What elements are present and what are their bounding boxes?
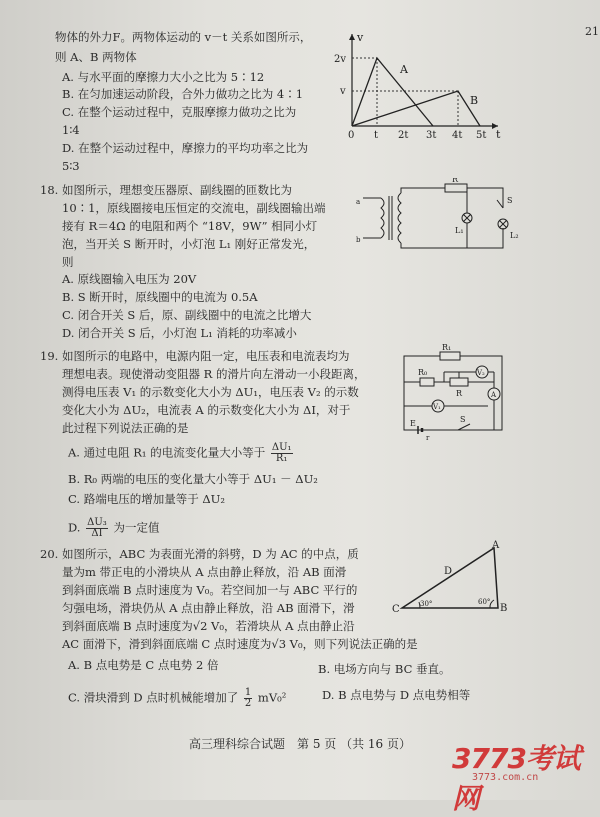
q20-angle-b: 60° [478, 598, 491, 606]
graph-line-b-label: B [470, 94, 479, 107]
q20-line1: 如图所示，ABC 为表面光滑的斜劈，D 为 AC 的中点，质 [62, 547, 359, 561]
q18-number: 18. [40, 183, 59, 197]
q19-option-d-prefix: D. [68, 520, 81, 535]
q17-option-d-cont: 5∶3 [62, 159, 80, 173]
q19-option-d-suffix: 为一定值 [113, 520, 160, 535]
q19-option-a-fraction [271, 443, 293, 464]
graph-line-a-label: A [400, 63, 408, 76]
q20-option-c-suffix: mV₀² [257, 690, 287, 705]
q20-option-c-fraction [244, 688, 252, 709]
q19-option-c: C. 路端电压的增加量等于 ΔU₂ [68, 492, 225, 506]
graph-t-axis-label: t [496, 128, 501, 140]
q19-label-r: R [456, 389, 463, 398]
q18-label-r: R [452, 178, 459, 184]
q20-point-d: D [444, 566, 453, 577]
watermark-logo: 3773考试网 [452, 742, 580, 815]
q17-intro-line2: 则 A、B 两物体 [55, 50, 137, 64]
q19-line1: 如图所示的电路中，电源内阻一定，电压表和电流表均为 [62, 349, 350, 363]
q19-circuit-diagram [398, 342, 508, 442]
graph-v-axis-label: v [357, 31, 364, 44]
q18-label-l1: L₁ [455, 226, 464, 235]
q19-option-a-numerator: ΔU₁ [271, 442, 292, 453]
q18-option-d: D. 闭合开关 S 后，小灯泡 L₁ 消耗的功率减小 [62, 326, 297, 340]
q19-label-r-internal: r [426, 434, 430, 442]
q19-label-r1: R₁ [442, 343, 452, 352]
q19-label-v2: V₂ [477, 369, 485, 377]
q19-option-d-denominator: ΔI [91, 528, 103, 539]
q17-option-a: A. 与水平面的摩擦力大小之比为 5∶12 [62, 70, 265, 84]
q20-option-a: A. B 点电势是 C 点电势 2 倍 [68, 658, 219, 672]
q20-option-b: B. 电场方向与 BC 垂直。 [318, 662, 451, 676]
q17-option-b: B. 在匀加速运动阶段，合外力做功之比为 4∶1 [62, 87, 304, 101]
q19-label-s: S [460, 415, 466, 424]
q19-label-e: E [410, 419, 416, 428]
q18-option-c: C. 闭合开关 S 后，原、副线圈中的电流之比增大 [62, 308, 312, 322]
q19-label-a: A [491, 391, 497, 399]
page-corner-number: 21 [585, 25, 599, 38]
q17-option-d: D. 在整个运动过程中，摩擦力的平均功率之比为 [62, 141, 309, 155]
q19-label-v1: V₁ [433, 403, 441, 411]
watermark-url: 3773.com.cn [472, 772, 539, 783]
q19-option-a-text: A. 通过电阻 R₁ 的电流变化量大小等于 [68, 445, 266, 460]
q20-option-d: D. B 点电势与 D 点电势相等 [322, 688, 471, 702]
graph-tick-t: t [374, 130, 379, 140]
q20-line5: 到斜面底端 B 点时速度为√2 V₀，若滑块从 A 点由静止沿 [62, 619, 355, 633]
q19-line3: 测得电压表 V₁ 的示数变化大小为 ΔU₁，电压表 V₂ 的示数 [62, 385, 359, 399]
q17-intro-line1: 物体的外力F。两物体运动的 v－t 关系如图所示， [55, 30, 312, 44]
q20-line3: 到斜面底端 B 点时速度为 V₀。若空间加一与 ABC 平行的 [62, 583, 358, 597]
q20-line2: 量为m 带正电的小滑块从 A 点由静止释放，沿 AB 面滑 [62, 565, 347, 579]
graph-tick-2t: 2t [398, 130, 409, 140]
q20-line6: AC 面滑下，滑到斜面底端 C 点时速度为√3 V₀，则下列说法正确的是 [62, 637, 418, 651]
q20-angle-c: 30° [420, 600, 433, 608]
graph-tick-3t: 3t [426, 130, 437, 140]
q17-option-c-cont: 1∶4 [62, 123, 80, 137]
q18-line3: 接有 R＝4Ω 的电阻和两个 “18V，9W” 相同小灯 [62, 219, 318, 233]
q20-line4: 匀强电场，滑块仍从 A 点由静止释放，沿 AB 面滑下，滑 [62, 601, 355, 615]
q19-number: 19. [40, 349, 59, 363]
q19-option-b: B. R₀ 两端的电压的变化量大小等于 ΔU₁ － ΔU₂ [68, 472, 318, 486]
q17-option-c: C. 在整个运动过程中，克服摩擦力做功之比为 [62, 105, 297, 119]
q20-option-c [68, 688, 286, 709]
q18-transformer-circuit [355, 178, 520, 258]
q18-line4: 泡，当开关 S 断开时，小灯泡 L₁ 刚好正常发光， [62, 237, 316, 251]
q18-label-s: S [507, 196, 513, 205]
q20-vertex-a: A [492, 540, 500, 551]
q18-label-a: a [356, 198, 361, 206]
q18-option-a: A. 原线圈输入电压为 20V [62, 272, 197, 286]
q19-option-a-denominator: R₁ [275, 453, 288, 464]
q20-option-c-denominator: 2 [244, 698, 252, 709]
q19-line4: 变化大小为 ΔU₂，电流表 A 的示数变化大小为 ΔI，对于 [62, 403, 351, 417]
q18-option-b: B. S 断开时，原线圈中的电流为 0.5A [62, 290, 258, 304]
q20-number: 20. [40, 547, 59, 561]
q18-line5: 则 [62, 255, 74, 269]
q19-line2: 理想电表。现使滑动变阻器 R 的滑片向左滑动一小段距离， [62, 367, 366, 381]
graph-tick-2v: 2v [334, 54, 347, 65]
q19-option-a [68, 443, 295, 464]
q18-line2: 10∶1，原线圈接电压恒定的交流电，副线圈输出端 [62, 201, 326, 215]
q19-option-d-numerator: ΔU₃ [87, 517, 107, 528]
q20-triangle-diagram [390, 538, 520, 618]
graph-tick-0: 0 [348, 130, 355, 140]
q19-option-d-fraction [86, 518, 108, 539]
q19-option-d [68, 518, 159, 539]
q20-option-c-text: C. 滑块滑到 D 点时机械能增加了 [68, 690, 239, 705]
q19-line5: 此过程下列说法正确的是 [62, 421, 189, 435]
graph-tick-v: v [340, 86, 346, 97]
q18-line1: 如图所示，理想变压器原、副线圈的匝数比为 [62, 183, 292, 197]
q20-option-c-numerator: 1 [244, 687, 252, 698]
graph-tick-5t: 5t [476, 130, 487, 140]
q18-label-l2: L₂ [510, 231, 519, 240]
q18-label-b: b [356, 236, 361, 244]
q20-vertex-c: C [392, 604, 400, 615]
graph-tick-4t: 4t [452, 130, 463, 140]
q17-vt-graph [330, 28, 505, 140]
q20-vertex-b: B [500, 603, 508, 614]
page-footer: 高三理科综合试题 第 5 页 （共 16 页） [189, 737, 411, 751]
q19-label-r0: R₀ [418, 368, 428, 377]
